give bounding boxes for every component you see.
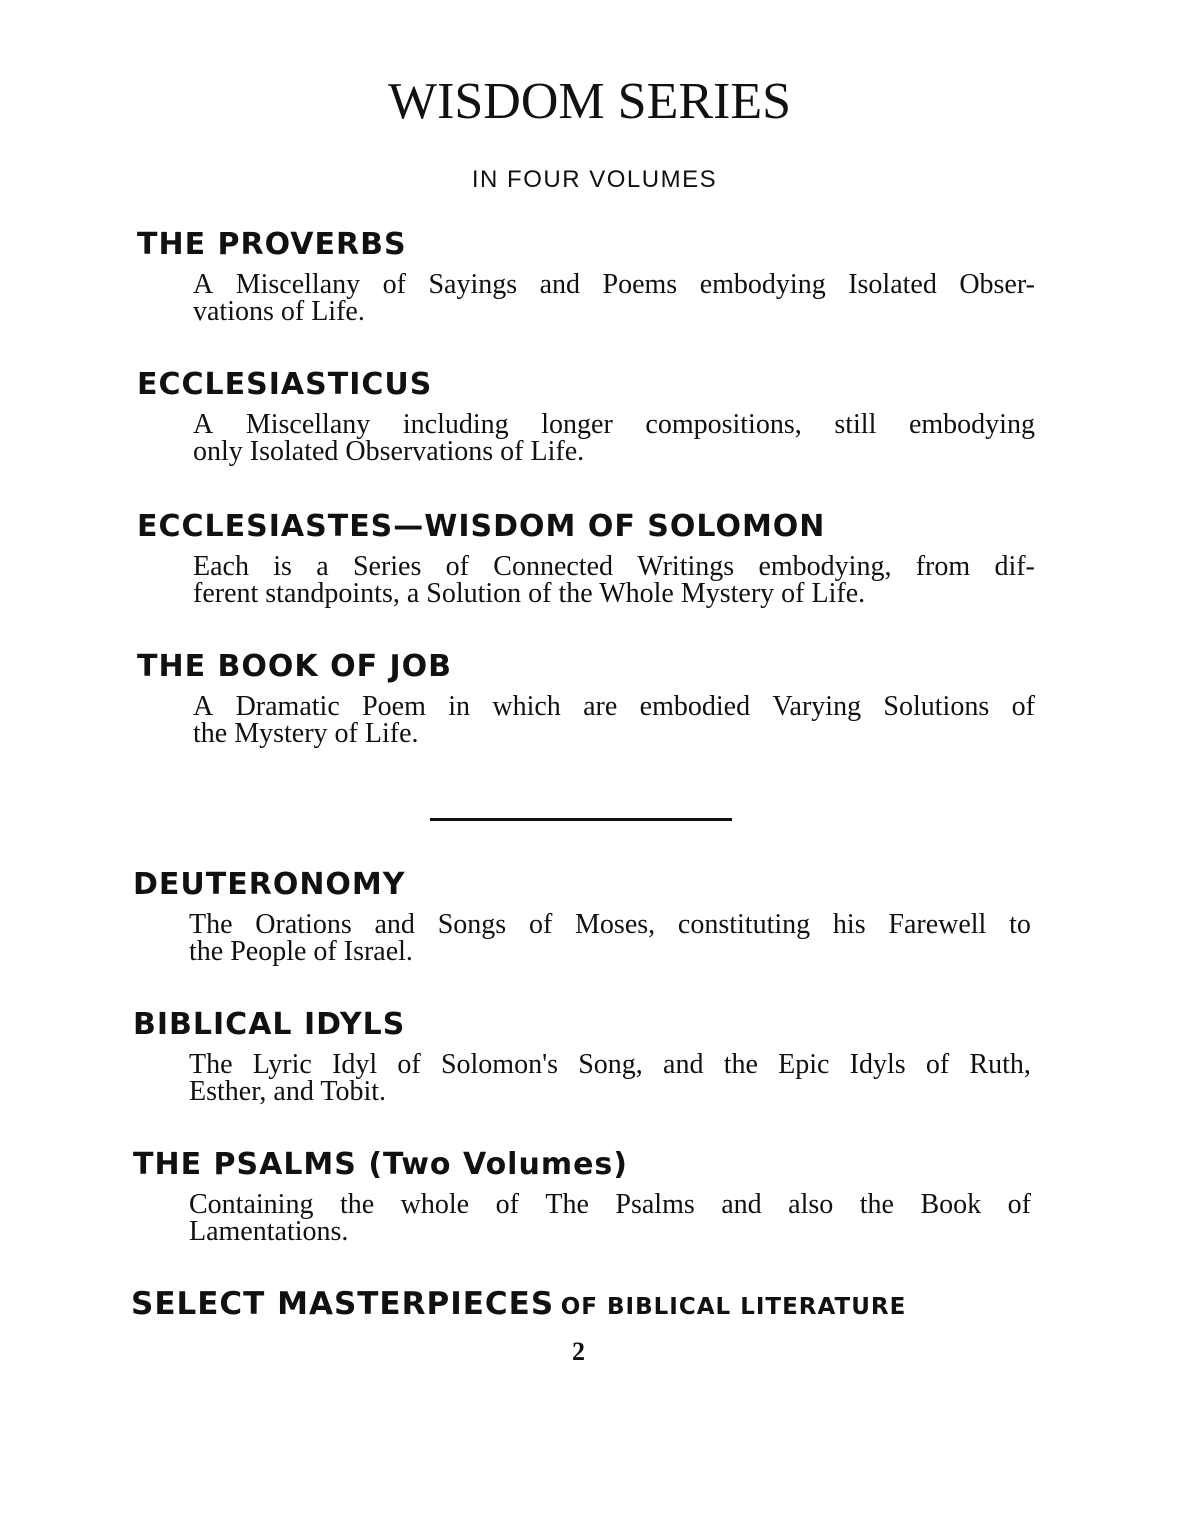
word: Ruth, bbox=[969, 1049, 1031, 1080]
description-line: only Isolated Observations of Life. bbox=[193, 436, 585, 467]
description-line: the Mystery of Life. bbox=[193, 718, 419, 749]
word: and bbox=[539, 269, 581, 300]
word: A bbox=[193, 269, 214, 300]
word: to bbox=[1009, 909, 1031, 940]
word: The bbox=[545, 1189, 589, 1220]
word: Obser- bbox=[959, 269, 1035, 300]
word: of bbox=[925, 1049, 950, 1080]
word: embodying, bbox=[758, 551, 892, 582]
entry-description bbox=[189, 911, 1053, 965]
entry-description bbox=[189, 1051, 1053, 1105]
word: A bbox=[193, 691, 214, 722]
description-line bbox=[189, 1051, 1031, 1078]
description-line: Lamentations. bbox=[189, 1216, 349, 1247]
footer-main: SELECT MASTERPIECES bbox=[131, 1286, 555, 1322]
word: of bbox=[528, 909, 553, 940]
word: still bbox=[834, 409, 877, 440]
word: embodying bbox=[699, 269, 826, 300]
word: compositions, bbox=[645, 409, 802, 440]
description-line: Esther, and Tobit. bbox=[189, 1076, 387, 1107]
description-line bbox=[189, 1191, 1031, 1218]
entry bbox=[137, 367, 1057, 465]
entry bbox=[137, 649, 1057, 747]
page-number: 2 bbox=[572, 1337, 585, 1366]
entry-description bbox=[193, 553, 1057, 607]
word: and bbox=[374, 909, 415, 940]
word: also bbox=[788, 1189, 834, 1220]
word: A bbox=[193, 409, 214, 440]
word: Dramatic bbox=[235, 691, 340, 722]
word: Varying bbox=[772, 691, 862, 722]
word: embodying bbox=[908, 409, 1035, 440]
entry bbox=[133, 1147, 1053, 1245]
divider-rule bbox=[430, 818, 732, 821]
word: Sayings bbox=[428, 269, 518, 300]
word: Connected bbox=[493, 551, 614, 582]
entry-heading: BIBLICAL IDYLS bbox=[133, 1007, 406, 1042]
description-line: ferent standpoints, a Solution of the Whole Mystery of Life. bbox=[193, 578, 866, 609]
entry-heading: THE PSALMS (Two Volumes) bbox=[133, 1147, 628, 1182]
entry bbox=[137, 509, 1057, 607]
description-line bbox=[189, 911, 1031, 938]
word: dif- bbox=[994, 551, 1035, 582]
entry-description bbox=[193, 411, 1057, 465]
word: of bbox=[397, 1049, 421, 1080]
description-line bbox=[193, 693, 1035, 720]
word: Orations bbox=[255, 909, 352, 940]
word: the bbox=[723, 1049, 758, 1080]
word: embodied bbox=[639, 691, 751, 722]
entry bbox=[133, 867, 1053, 965]
word: which bbox=[492, 691, 561, 722]
entry-description bbox=[193, 693, 1057, 747]
word: of bbox=[1011, 691, 1035, 722]
entry-heading: ECCLESIASTES—WISDOM OF SOLOMON bbox=[137, 509, 826, 544]
word: from bbox=[915, 551, 971, 582]
word: Miscellany bbox=[235, 269, 361, 300]
word: including bbox=[402, 409, 509, 440]
word: longer bbox=[541, 409, 613, 440]
word: Psalms bbox=[615, 1189, 695, 1220]
page-title: WISDOM SERIES bbox=[387, 73, 792, 130]
word: is bbox=[273, 551, 292, 582]
word: Writings bbox=[637, 551, 735, 582]
word: Idyls bbox=[849, 1049, 906, 1080]
word: Song, bbox=[578, 1049, 643, 1080]
entry-heading: DEUTERONOMY bbox=[133, 867, 406, 902]
word: and bbox=[663, 1049, 704, 1080]
word: and bbox=[721, 1189, 762, 1220]
word: Moses, bbox=[575, 909, 656, 940]
entry-heading: ECCLESIASTICUS bbox=[137, 367, 433, 402]
word: The bbox=[189, 1049, 233, 1080]
footer-rest: OF BIBLICAL LITERATURE bbox=[560, 1294, 907, 1320]
word: the bbox=[339, 1189, 375, 1220]
word: Poems bbox=[602, 269, 678, 300]
word: of bbox=[445, 551, 469, 582]
word: the bbox=[859, 1189, 894, 1220]
word: Each bbox=[193, 551, 249, 582]
word: are bbox=[583, 691, 618, 722]
word: of bbox=[495, 1189, 519, 1220]
word: Solutions bbox=[883, 691, 990, 722]
word: constituting bbox=[677, 909, 811, 940]
word: Idyl bbox=[332, 1049, 378, 1080]
word: of bbox=[1007, 1189, 1031, 1220]
word: Isolated bbox=[848, 269, 937, 300]
word: whole bbox=[400, 1189, 470, 1220]
entry-heading: THE BOOK OF JOB bbox=[137, 649, 453, 684]
entry-description bbox=[189, 1191, 1053, 1245]
word: The bbox=[189, 909, 233, 940]
word: his bbox=[832, 909, 866, 940]
description-line bbox=[193, 553, 1035, 580]
description-line bbox=[193, 271, 1035, 298]
description-line bbox=[193, 411, 1035, 438]
word: Lyric bbox=[252, 1049, 312, 1080]
entry bbox=[137, 227, 1057, 325]
word: Series bbox=[352, 551, 422, 582]
word: Containing bbox=[189, 1189, 314, 1220]
description-line: vations of Life. bbox=[193, 296, 365, 327]
subtitle: IN FOUR VOLUMES bbox=[471, 166, 718, 193]
word: Farewell bbox=[888, 909, 987, 940]
series-footer bbox=[131, 1286, 906, 1322]
word: Epic bbox=[778, 1049, 830, 1080]
description-line: the People of Israel. bbox=[189, 936, 413, 967]
word: Miscellany bbox=[245, 409, 371, 440]
word: in bbox=[448, 691, 470, 722]
word: Poem bbox=[362, 691, 426, 722]
word: Songs bbox=[437, 909, 507, 940]
word: of bbox=[382, 269, 406, 300]
entry-heading: THE PROVERBS bbox=[137, 227, 407, 262]
word: Solomon's bbox=[440, 1049, 559, 1080]
word: Book bbox=[920, 1189, 982, 1220]
entry-description bbox=[193, 271, 1057, 325]
word: a bbox=[316, 551, 329, 582]
entry bbox=[133, 1007, 1053, 1105]
